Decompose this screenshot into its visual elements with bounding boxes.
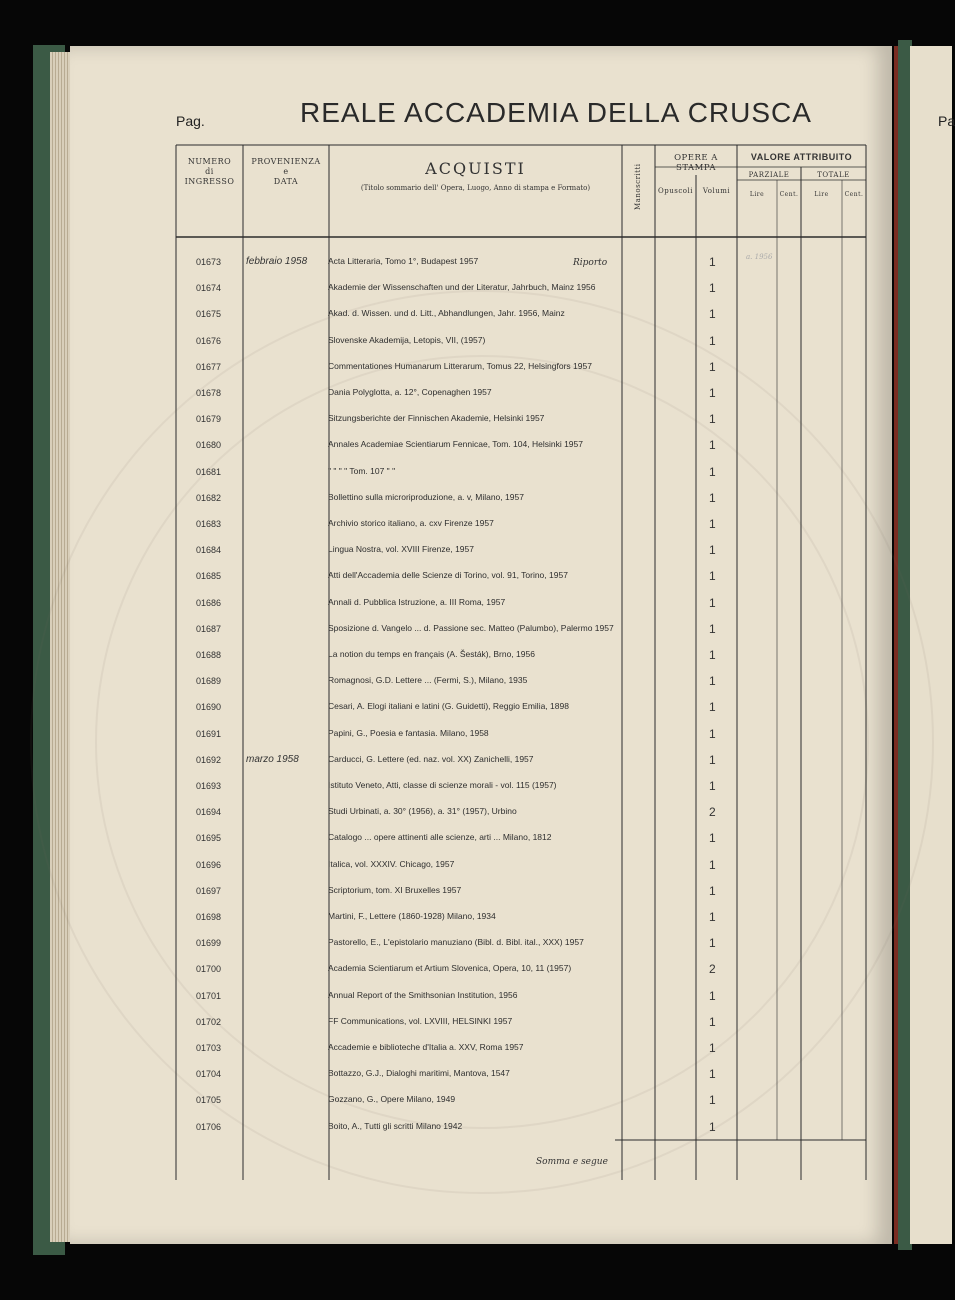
entry-volumes: 1 bbox=[709, 1067, 716, 1082]
ledger-row bbox=[176, 461, 866, 487]
entry-volumes: 1 bbox=[709, 621, 716, 636]
entry-title: Studi Urbinati, a. 30° (1956), a. 31° (1957), Urbino bbox=[328, 806, 517, 817]
entry-provenance-date: marzo 1958 bbox=[246, 753, 299, 765]
ledger-row bbox=[176, 1011, 866, 1037]
ledger-row bbox=[176, 854, 866, 880]
entry-number: 01697 bbox=[196, 885, 222, 896]
ledger-row bbox=[176, 958, 866, 984]
col-parziale: PARZIALE bbox=[748, 171, 790, 179]
entry-number: 01680 bbox=[196, 440, 222, 451]
entry-number: 01694 bbox=[196, 807, 222, 818]
entry-volumes: 1 bbox=[709, 779, 716, 793]
ledger-row bbox=[176, 382, 866, 408]
col-manoscritti: Manoscritti bbox=[634, 163, 642, 210]
col-opere-stampa: OPERE A STAMPA bbox=[674, 153, 718, 173]
ledger-row bbox=[176, 1116, 866, 1142]
entry-number: 01682 bbox=[196, 492, 222, 503]
ledger-row bbox=[176, 1037, 866, 1063]
entry-volumes: 1 bbox=[709, 281, 716, 296]
entry-title: Dania Polyglotta, a. 12°, Copenaghen 1957 bbox=[328, 387, 492, 397]
ledger-row bbox=[176, 277, 866, 303]
entry-number: 01690 bbox=[196, 702, 222, 713]
entry-number: 01687 bbox=[196, 623, 222, 634]
entry-number: 01701 bbox=[196, 990, 222, 1001]
entry-number: 01692 bbox=[196, 754, 222, 765]
entry-volumes: 1 bbox=[709, 700, 716, 715]
ledger-row bbox=[176, 723, 866, 749]
ledger-row bbox=[176, 539, 866, 565]
ledger-row bbox=[176, 434, 866, 460]
entry-volumes: 1 bbox=[709, 543, 716, 558]
col-acquisti: ACQUISTI bbox=[425, 159, 526, 178]
entry-volumes: 1 bbox=[709, 936, 716, 951]
entry-volumes: 2 bbox=[709, 805, 716, 820]
entry-volumes: 1 bbox=[709, 1041, 716, 1055]
col-prov-l3: DATA bbox=[273, 177, 299, 186]
col-cent-2: Cent. bbox=[844, 191, 864, 198]
entry-title: Pastorello, E., L'epistolario manuziano (Bibl. d. Bibl. ital., XXX) 1957 bbox=[328, 937, 584, 948]
col-numero bbox=[176, 157, 243, 187]
entry-title: Boito, A., Tutti gli scritti Milano 1942 bbox=[328, 1120, 463, 1131]
entry-volumes: 1 bbox=[709, 255, 716, 269]
entry-volumes: 1 bbox=[709, 490, 716, 505]
entry-title: Commentationes Humanarum Litterarum, Tomus 22, Helsingfors 1957 bbox=[328, 360, 592, 371]
entry-title: Bottazzo, G.J., Dialoghi maritimi, Mantova, 1547 bbox=[328, 1068, 510, 1079]
ledger-row bbox=[176, 827, 866, 853]
entry-title: Papini, G., Poesia e fantasia. Milano, 1958 bbox=[328, 727, 489, 738]
ledger-row bbox=[176, 356, 866, 382]
col-acquisti-sub: (Titolo sommario dell' Opera, Luogo, Anno di stampa e Formato) bbox=[360, 184, 591, 192]
entry-volumes: 1 bbox=[709, 1093, 716, 1108]
col-numero-l3: INGRESSO bbox=[184, 177, 235, 186]
col-totale: TOTALE bbox=[817, 171, 850, 179]
ledger-row bbox=[176, 670, 866, 696]
ledger-row bbox=[176, 513, 866, 539]
entry-number: 01696 bbox=[196, 859, 222, 870]
entry-volumes: 1 bbox=[709, 569, 716, 584]
entry-title: Lingua Nostra, vol. XVIII Firenze, 1957 bbox=[328, 544, 474, 555]
entry-volumes: 1 bbox=[709, 464, 716, 479]
entry-volumes: 1 bbox=[709, 883, 716, 898]
entry-title: Akad. d. Wissen. und d. Litt., Abhandlungen, Jahr. 1956, Mainz bbox=[328, 308, 565, 319]
entry-volumes: 1 bbox=[709, 412, 716, 427]
ledger-row bbox=[176, 932, 866, 958]
entry-number: 01699 bbox=[196, 938, 222, 949]
entry-title: Annali d. Pubblica Istruzione, a. III Roma, 1957 bbox=[328, 596, 506, 607]
ledger-row bbox=[176, 618, 866, 644]
entry-title: Catalogo ... opere attinenti alle scienze, arti ... Milano, 1812 bbox=[328, 832, 552, 843]
ledger-row bbox=[176, 644, 866, 670]
ledger-row bbox=[176, 696, 866, 722]
entry-title: Martini, F., Lettere (1860-1928) Milano, 1934 bbox=[328, 911, 496, 921]
riporto-label: Riporto bbox=[573, 258, 608, 268]
entry-title: Italica, vol. XXXIV. Chicago, 1957 bbox=[328, 858, 455, 869]
entry-number: 01683 bbox=[196, 519, 222, 529]
entry-title: Slovenske Akademija, Letopis, VII, (1957) bbox=[328, 334, 486, 345]
col-provenienza bbox=[243, 157, 329, 187]
entry-title: Scriptorium, tom. XI Bruxelles 1957 bbox=[328, 884, 462, 895]
entry-number: 01704 bbox=[196, 1069, 222, 1080]
entry-title: Archivio storico italiano, a. cxv Firenze 1957 bbox=[328, 518, 494, 528]
entry-title: FF Communications, vol. LXVIII, HELSINKI 1957 bbox=[328, 1015, 513, 1026]
col-lire-1: Lire bbox=[749, 191, 765, 198]
col-volumi: Volumi bbox=[702, 187, 731, 195]
entry-volumes: 1 bbox=[709, 595, 716, 610]
entry-number: 01698 bbox=[196, 912, 222, 922]
entry-title: Atti dell'Accademia delle Scienze di Torino, vol. 91, Torino, 1957 bbox=[328, 570, 568, 581]
entry-volumes: 1 bbox=[709, 307, 716, 322]
entry-title: Akademie der Wissenschaften und der Literatur, Jahrbuch, Mainz 1956 bbox=[328, 282, 596, 293]
entry-title: " " " " Tom. 107 " " bbox=[328, 465, 396, 476]
entry-title: Annales Academiae Scientiarum Fennicae, Tom. 104, Helsinki 1957 bbox=[328, 439, 583, 450]
entry-number: 01695 bbox=[196, 833, 222, 844]
col-prov-l2: e bbox=[283, 167, 289, 176]
entry-number: 01679 bbox=[196, 414, 222, 425]
entry-title: Bollettino sulla microriproduzione, a. v, Milano, 1957 bbox=[328, 491, 524, 502]
entry-volumes: 1 bbox=[709, 674, 716, 689]
entry-number: 01689 bbox=[196, 676, 222, 687]
entry-volumes: 1 bbox=[709, 648, 716, 662]
entry-number: 01686 bbox=[196, 597, 222, 608]
ledger-row bbox=[176, 906, 866, 932]
entry-volumes: 1 bbox=[709, 386, 716, 400]
ledger-row bbox=[176, 592, 866, 618]
entry-volumes: 1 bbox=[709, 438, 716, 453]
entry-volumes: 1 bbox=[709, 1014, 716, 1029]
entry-number: 01681 bbox=[196, 466, 222, 477]
entry-number: 01674 bbox=[196, 283, 222, 294]
pencil-note: a. 1956 bbox=[746, 253, 773, 261]
ledger-row bbox=[176, 303, 866, 329]
col-cent-1: Cent. bbox=[779, 191, 799, 198]
page-title: REALE ACCADEMIA DELLA CRUSCA bbox=[300, 97, 812, 128]
ledger-row bbox=[176, 408, 866, 434]
entry-title: Carducci, G. Lettere (ed. naz. vol. XX) Zanichelli, 1957 bbox=[328, 753, 534, 764]
entry-title: Academia Scientiarum et Artium Slovenica, Opera, 10, 11 (1957) bbox=[328, 963, 572, 974]
col-lire-2: Lire bbox=[814, 191, 829, 198]
entry-number: 01673 bbox=[196, 257, 222, 267]
ledger-row bbox=[176, 1063, 866, 1089]
ledger-row bbox=[176, 1089, 866, 1115]
entry-title: Cesari, A. Elogi italiani e latini (G. Guidetti), Reggio Emilia, 1898 bbox=[328, 701, 569, 712]
ledger-row bbox=[176, 251, 866, 277]
entry-title: Sitzungsberichte der Finnischen Akademie, Helsinki 1957 bbox=[328, 413, 545, 424]
somma-label: Somma e segue bbox=[536, 1157, 608, 1167]
entry-volumes: 1 bbox=[709, 988, 716, 1003]
entry-title: La notion du temps en français (A. Šesták), Brno, 1956 bbox=[328, 649, 535, 659]
entry-number: 01706 bbox=[196, 1121, 222, 1132]
entry-number: 01685 bbox=[196, 571, 222, 582]
entry-title: Romagnosi, G.D. Lettere ... (Fermi, S.), Milano, 1935 bbox=[328, 675, 528, 686]
entry-volumes: 1 bbox=[709, 752, 716, 767]
ledger-row bbox=[176, 749, 866, 775]
ledger-row bbox=[176, 880, 866, 906]
entry-title: Accademie e biblioteche d'Italia a. XXV, Roma 1957 bbox=[328, 1042, 524, 1052]
entry-number: 01677 bbox=[196, 361, 222, 372]
entry-volumes: 1 bbox=[709, 333, 716, 348]
entry-provenance-date: febbraio 1958 bbox=[246, 256, 308, 267]
entry-volumes: 1 bbox=[709, 857, 716, 872]
ledger-row bbox=[176, 487, 866, 513]
col-opuscoli: Opuscoli bbox=[658, 187, 693, 195]
entry-volumes: 1 bbox=[709, 359, 716, 374]
ledger-row bbox=[176, 565, 866, 591]
ledger-row bbox=[176, 985, 866, 1011]
ledger-row bbox=[176, 801, 866, 827]
col-valore: VALORE ATTRIBUITO bbox=[750, 152, 853, 162]
entry-number: 01684 bbox=[196, 545, 222, 556]
ledger-row bbox=[176, 330, 866, 356]
entry-number: 01688 bbox=[196, 650, 222, 660]
entry-volumes: 1 bbox=[709, 831, 716, 846]
entry-number: 01702 bbox=[196, 1016, 222, 1027]
entry-title: Gozzano, G., Opere Milano, 1949 bbox=[328, 1094, 456, 1105]
ledger-row bbox=[176, 775, 866, 801]
page-label: Pag. bbox=[176, 113, 205, 129]
entry-volumes: 1 bbox=[709, 517, 716, 531]
entry-title: Sposizione d. Vangelo ... d. Passione sec. Matteo (Palumbo), Palermo 1957 bbox=[328, 622, 614, 633]
col-prov-l1: PROVENIENZA bbox=[251, 157, 321, 166]
entry-number: 01700 bbox=[196, 964, 222, 975]
entry-number: 01676 bbox=[196, 335, 222, 346]
entry-number: 01705 bbox=[196, 1095, 222, 1106]
entry-volumes: 1 bbox=[709, 1119, 716, 1134]
col-numero-l2: di bbox=[205, 167, 214, 176]
entry-number: 01675 bbox=[196, 309, 222, 320]
right-page-label: Pa bbox=[938, 113, 955, 129]
entry-number: 01693 bbox=[196, 781, 222, 791]
entry-title: Acta Litteraria, Tomo 1°, Budapest 1957 bbox=[328, 256, 479, 266]
entry-number: 01691 bbox=[196, 728, 222, 739]
entry-number: 01703 bbox=[196, 1043, 222, 1053]
entry-volumes: 1 bbox=[709, 910, 716, 924]
entry-title: Istituto Veneto, Atti, classe di scienze morali - vol. 115 (1957) bbox=[328, 780, 557, 790]
col-numero-l1: NUMERO bbox=[187, 157, 232, 166]
entry-number: 01678 bbox=[196, 388, 222, 398]
entry-volumes: 1 bbox=[709, 726, 716, 741]
entry-title: Annual Report of the Smithsonian Institution, 1956 bbox=[328, 989, 518, 1000]
entry-volumes: 2 bbox=[709, 962, 716, 977]
